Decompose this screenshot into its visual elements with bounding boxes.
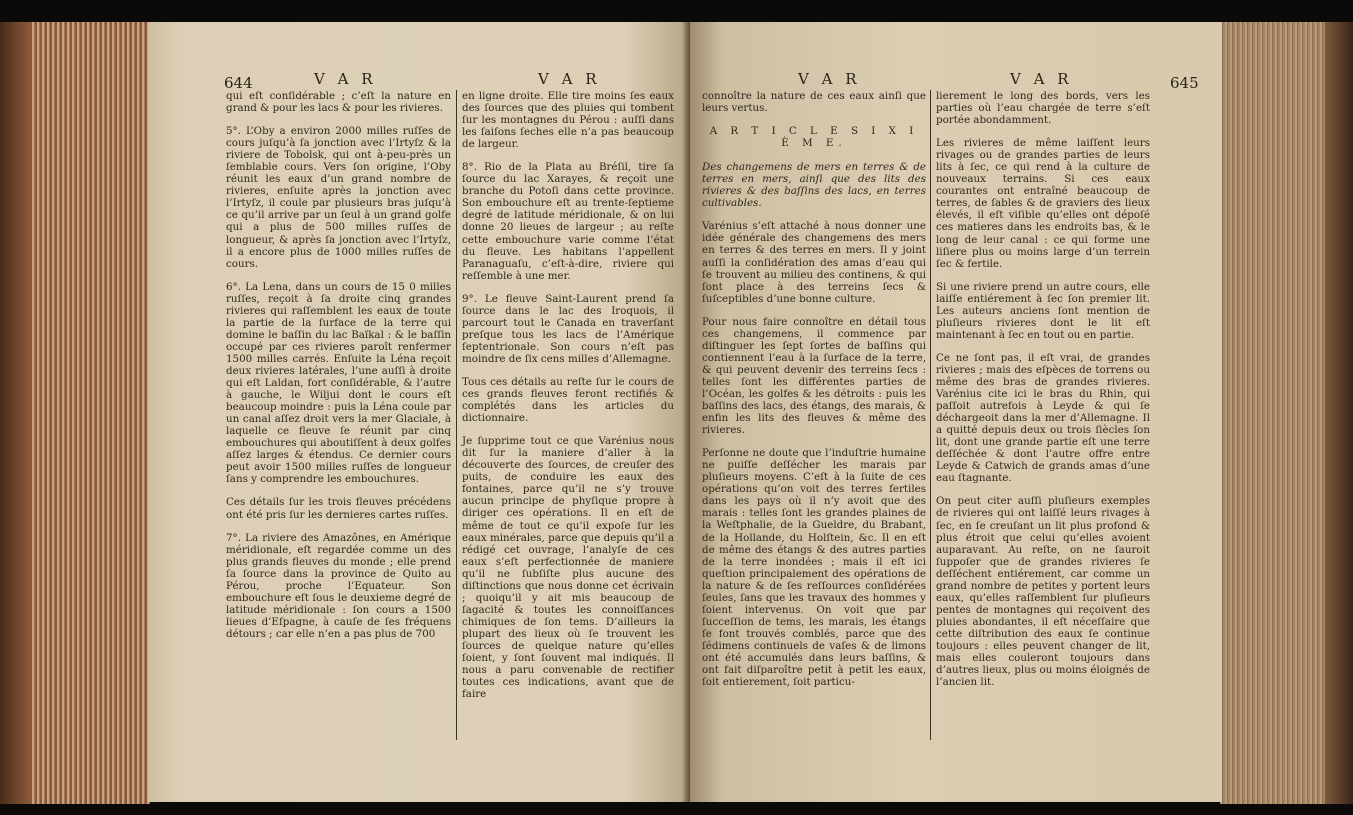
running-header-right-col2: V A R (1010, 70, 1073, 88)
paragraph: Ce ne ſont pas, il eſt vrai, de grandes rivieres ; mais des eſpèces de torrens ou même des bras de grandes rivieres. Varénius cite ici le bras du Rhin, qui paſſoit autrefois à Leyde & qui ſe déchargeoit dans la mer d’Allemagne. Il a quitté depuis deux ou trois ſiècles ſon lit, dont une grande partie eſt une terre deſſéchée & dont l’autre offre entre Leyde & Catwich de grands amas d’une eau ſtagnante. (936, 351, 1150, 485)
paragraph: On peut citer auſſi pluſieurs exemples de rivieres qui ont laiſſé leurs rivages à ſec, en ſe creuſant un lit plus profond & plus étroit que celui qu’elles avoient auparavant. Au reſte, on ne ſauroit ſuppoſer que de grandes rivieres ſe deſſéchent entiérement, car comme un grand nombre de petites y portent leurs eaux, qu’elles raſſemblent ſur pluſieurs pentes de montagnes qui reçoivent des pluies abondantes, il eſt néceſſaire que cette diſtribution des eaux ſe continue toujours : elles peuvent changer de lit, mais elles couleront toujours dans d’autres lieux, plus ou moins éloignés de l’ancien lit. (936, 495, 1150, 689)
paragraph: 7°. La riviere des Amazônes, en Amérique méridionale, eſt regardée comme un des plus grands fleuves du monde ; elle prend ſa ſource dans la province de Quito au Pérou, proche l’Equateur. Son embouchure eſt ſous le deuxieme degré de latitude méridionale : ſon cours a 1500 lieues d’Eſpagne, à cauſe de ſes fréquens détours ; car elle n’en a pas plus de 700 (226, 531, 451, 640)
paragraph: 5°. L’Oby a environ 2000 milles ruſſes de cours juſqu’à ſa jonction avec l’Irtyſz & la riviere de Tobolsk, qui ont à-peu-près un ſemblable cours. Vers ſon origine, l’Oby réunit les eaux d’un grand nombre de rivieres, enſuite après la jonction avec l’Irtyſz, il coule par plusieurs bras juſqu’à ce qu’il arrive par un ſeul à un grand golfe qui a plus de 500 milles ruſſes de longueur, & après ſa jonction avec l’Irtyſz, il a encore plus de 1000 milles ruſſes de cours. (226, 125, 451, 270)
page-number-left: 644 (224, 74, 253, 92)
article-heading: A R T I C L E S I X I È M E. (709, 125, 919, 150)
right-page (690, 22, 1222, 802)
left-column-2 (462, 90, 674, 711)
left-page-edges (0, 22, 150, 804)
paragraph: Je ſupprime tout ce que Varénius nous dit ſur la maniere d’aller à la découverte des ſources, de creuſer des puits, de conduire les eaux des fontaines, parce qu’il ne s’y trouve aucun principe de phyſique propre à diriger ces opérations. Il en eſt de même de tout ce qu’il expoſe ſur les eaux minérales, parce que depuis qu’il a rédigé cet ouvrage, l’analyſe de ces eaux s’eſt perfectionnée de maniere qu’il ne ſubſiſte plus aucune des diſtinctions que nous donne cet écrivain ; quoiqu’il y ait mis beaucoup de ſagacité & toutes les connoiſſances chimiques de ſon tems. D’ailleurs la plupart des lieux où ſe trouvent les ſources de quelque nature qu’elles ſoient, y ſont ſouvent mal indiqués. Il nous a paru convenable de rectifier toutes ces indications, avant que de faire (462, 435, 674, 701)
running-header-left-col1: V A R (314, 70, 377, 88)
paragraph: qui eſt conſidérable ; c’eſt la nature en grand & pour les lacs & pour les rivieres. (226, 90, 451, 115)
right-column-2 (936, 90, 1150, 699)
paragraph: Perſonne ne doute que l’induſtrie humaine ne puiſſe deſſécher les marais par pluſieurs moyens. C’eſt à la ſuite de ces opérations qu’on voit des terres fertiles dans les pays où il n’y avoit que des marais : telles ſont les grandes plaines de la Weſtphalie, de la Gueldre, du Brabant, de la Hollande, du Holſtein, &c. Il en eſt de même des étangs & des autres parties de la terre inondées ; mais il eſt ici queſtion principalement des opérations de la nature & de ſes reſſources conſidérées ſeules, ſans que les travaux des hommes y ſoient intervenus. On voit que par ſucceſſion de tems, les marais, les étangs ſe font trouvés comblés, parce que des ſédimens continuels de vaſes & de limons ont été accumulés dans leurs baſſins, & ont fait diſparoître petit à petit les eaux, ſoit entierement, ſoit particu- (702, 447, 926, 689)
paragraph: lierement le long des bords, vers les parties où l’eau chargée de terre s’eſt portée abondamment. (936, 90, 1150, 127)
paragraph: Les rivieres de même laiſſent leurs rivages ou de grandes parties de leurs lits à ſec, ce qui rend à la culture de nouveaux terrains. Si ces eaux courantes ont entraîné beaucoup de terres, de ſables & de graviers des lieux élevés, il eſt viſible qu’elles ont dépoſé ces matieres dans les endroits bas, & le long de leur canal : ce qui forme une liſiere plus ou moins large d’un terrein ſec & fertile. (936, 137, 1150, 270)
paragraph: 9°. Le fleuve Saint-Laurent prend ſa ſource dans le lac des Iroquois, il parcourt tout le Canada en traverſant preſque tous les lacs de l’Amérique ſeptentrionale. Son cours n’eſt pas moindre de ſix cens milles d’Allemagne. (462, 292, 674, 365)
page-number-right: 645 (1170, 74, 1199, 92)
paragraph: Tous ces détails au reſte ſur le cours de ces grands fleuves feront rectifiés & complétés dans les articles du dictionnaire. (462, 375, 674, 425)
paragraph: Si une riviere prend un autre cours, elle laiſſe entiérement à ſec ſon premier lit. Les auteurs anciens ſont mention de pluſieurs rivieres dont le lit eſt maintenant à ſec en tout ou en partie. (936, 280, 1150, 341)
paragraph: 6°. La Lena, dans un cours de 15 0 milles ruſſes, reçoit à ſa droite cinq grandes rivieres qui raſſemblent les eaux de toute la partie de la ſurface de la terre qui domine le baſſin du lac Baïkal : & le baſſin occupé par ces rivieres paroît renfermer 1500 milles carrés. Enſuite la Léna reçoit deux rivieres latérales, l’une auſſi à droite qui eſt Laldan, fort conſidérable, & l’autre à gauche, le Wiljui dont le cours eſt beaucoup moindre : puis la Léna coule par un canal aſſez droit vers la mer Glaciale, à laquelle ce fleuve ſe réunit par cinq embouchures qui aboutiſſent à deux golfes aſſez larges & étendus. Ce dernier cours peut avoir 1500 milles ruſſes de longueur ſans y comprendre les embouchures. (226, 280, 451, 486)
right-column-1 (702, 90, 926, 699)
left-page (148, 22, 688, 802)
left-column-1 (226, 90, 451, 651)
paragraph: connoître la nature de ces eaux ainſi que leurs vertus. (702, 90, 926, 115)
running-header-right-col1: V A R (798, 70, 861, 88)
paragraph: en ligne droite. Elle tire moins ſes eaux des ſources que des pluies qui tombent ſur les montagnes du Pérou : auſſi dans les ſaiſons ſeches elle n’a pas beaucoup de largeur. (462, 90, 674, 151)
paragraph: Varénius s’eſt attaché à nous donner une idée générale des changemens des mers en terres & des terres en mers. Il y joint auſſi la conſidération des amas d’eau qui ſe trouvent au milieu des continens, & qui ſont place à des terreins ſecs & ſuſceptibles d’une bonne culture. (702, 220, 926, 305)
article-subtitle: Des changemens de mers en terres & de terres en mers, ainſi que des lits des rivieres & des baſſins des lacs, en terres cultivables. (702, 161, 926, 210)
right-page-edges (1220, 22, 1353, 804)
paragraph: Ces détails ſur les trois fleuves précédens ont été pris ſur les dernieres cartes ruſſes. (226, 496, 451, 521)
column-divider (930, 90, 931, 740)
paragraph: Pour nous faire connoître en détail tous ces changemens, il commence par diſtinguer les ſept ſortes de baſſins qui contiennent l’eau à la ſurface de la terre, & qui peuvent devenir des terreins ſecs : telles ſont les différentes parties de l’Océan, les golfes & les détroits : puis les baſſins des lacs, des étangs, des marais, & enfin les lits des fleuves & même des rivieres. (702, 315, 926, 437)
running-header-left-col2: V A R (538, 70, 601, 88)
column-divider (456, 90, 457, 740)
paragraph: 8°. Rio de la Plata au Bréſil, tire ſa ſource du lac Xarayes, & reçoit une branche du Potoſi dans cette province. Son embouchure eſt au trente-ſeptieme degré de latitude méridionale, & on lui donne 20 lieues de largeur ; au reſte cette embouchure varie comme l’état du fleuve. Les habitans l’appellent Paranaguaſu, c’eſt-à-dire, riviere qui reſſemble à une mer. (462, 161, 674, 282)
